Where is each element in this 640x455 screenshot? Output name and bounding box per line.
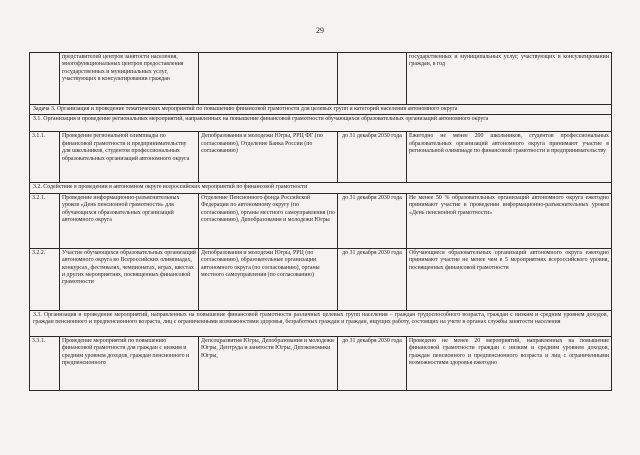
- cell-executors: Депобразования и молодежи Югры, РРЦ ФГ (по согласованию), Отделение Банка России (по согласованию): [199, 132, 338, 183]
- cell-result: государственных и муниципальных услуг, участвующих в консультировании граждан, в год: [407, 53, 612, 105]
- table-row: [30, 248, 612, 310]
- page-number: 29: [316, 26, 324, 35]
- cell-activity: представителей центров занятости населения, многофункциональных центров предоставления государственных и муниципальных услуг, участвующих в консультировании граждан: [60, 53, 199, 105]
- cell-term: до 31 декабря 2030 года: [338, 193, 407, 248]
- cell-executors: Отделение Пенсионного фонда Российской Федерации по автономному округу (по согласованию), органы местного самоуправления (по согласованию), Депобразования и молодежи Югры: [199, 193, 338, 248]
- cell-activity: Проведение мероприятий по повышению финансовой грамотности для граждан с низким и средним уровнем доходов, граждан пенсионного и предпенсионного: [60, 336, 199, 390]
- cell-num: 3.3.1.: [30, 336, 60, 390]
- cell-activity: Проведение информационно-разъяснительных уроков «День пенсионной грамотности» для обучающихся образовательных организаций автономного округа: [60, 193, 199, 248]
- cell-term: до 31 декабря 2030 года: [338, 336, 407, 390]
- cell-result: Проведено не менее 20 мероприятий, направленных на повышение финансовой грамотности граждан с низким и средним уровнем доходов, граждан пенсионного и предпенсионного возраста и лиц с ограниченными возможностями здоровья ежегодно: [407, 336, 612, 390]
- cell-num: 3.2.2.: [30, 248, 60, 310]
- cell-result: Не менее 50 % образовательных организаций автономного округа ежегодно принимают участие в проведении информационно-разъяснительных уроков «День пенсионной грамотности»: [407, 193, 612, 248]
- cell-executors: Депобразования и молодежи Югры, РРЦ (по согласованию), образовательные организации автономного округа (по согласованию), органы местного самоуправления (по согласованию): [199, 248, 338, 310]
- table-row: [30, 132, 612, 183]
- table-row: [30, 53, 612, 105]
- cell-num: [30, 53, 60, 105]
- cell-activity: Участие обучающихся образовательных организаций автономного округа во Всероссийских олимпиадах, конкурсах, фестивалях, чемпионатах, играх, квестах и других мероприятиях, посвященных финансовой грамотности: [60, 248, 199, 310]
- cell-executors: Депсоцразвития Югры, Депобразования и молодежи Югры, Дептруда и занятости Югры, Депэкономики Югры,: [199, 336, 338, 390]
- section-heading: 3.3. Организация и проведение мероприятий, направленных на повышение финансовой грамотности различных целевых групп населения – граждан трудоспособного возраста, граждан с низким и средним уровнем доходов, граждан пенсионного и предпенсионного возраста, лиц с ограниченными возможностями здоровья, безработных граждан и граждан, ищущих работу, состоящих на учете в органах службы занятости населения: [30, 310, 612, 336]
- cell-term: до 31 декабря 2030 года: [338, 132, 407, 183]
- cell-result: Обучающиеся образовательных организаций автономного округа ежегодно принимают участие не менее чем в 5 мероприятиях всероссийского уровня, посвященных финансовой грамотности: [407, 248, 612, 310]
- table-row: [30, 193, 612, 248]
- measures-table: [29, 52, 612, 391]
- cell-result: Ежегодно не менее 200 школьников, студентов профессиональных образовательных организаций автономного округа принимают участие в региональной олимпиаде по финансовой грамотности и предпринимательству: [407, 132, 612, 183]
- cell-num: 3.1.1.: [30, 132, 60, 183]
- task-heading: Задача 3. Организация и проведение тематических мероприятий по повышению финансовой грамотности для целевых групп и категорий населения автономного округа: [30, 105, 612, 115]
- section-heading: 3.1. Организация и проведение региональных мероприятий, направленных на повышение финансовой грамотности обучающихся образовательных организаций автономного округа: [30, 115, 612, 132]
- section-heading: 3.2. Содействие в проведении в автономном округе всероссийских мероприятий по финансовой грамотности: [30, 183, 612, 193]
- table-row: [30, 336, 612, 390]
- cell-term: до 31 декабря 2030 года: [338, 248, 407, 310]
- cell-activity: Проведение региональной олимпиады по финансовой грамотности и предпринимательству для школьников, студентов профессиональных образовательных организаций автономного округа: [60, 132, 199, 183]
- cell-term: [338, 53, 407, 105]
- table-row: [30, 183, 612, 193]
- cell-executors: [199, 53, 338, 105]
- table-row: [30, 105, 612, 115]
- table-row: [30, 115, 612, 132]
- table-row: [30, 310, 612, 336]
- cell-num: 3.2.1.: [30, 193, 60, 248]
